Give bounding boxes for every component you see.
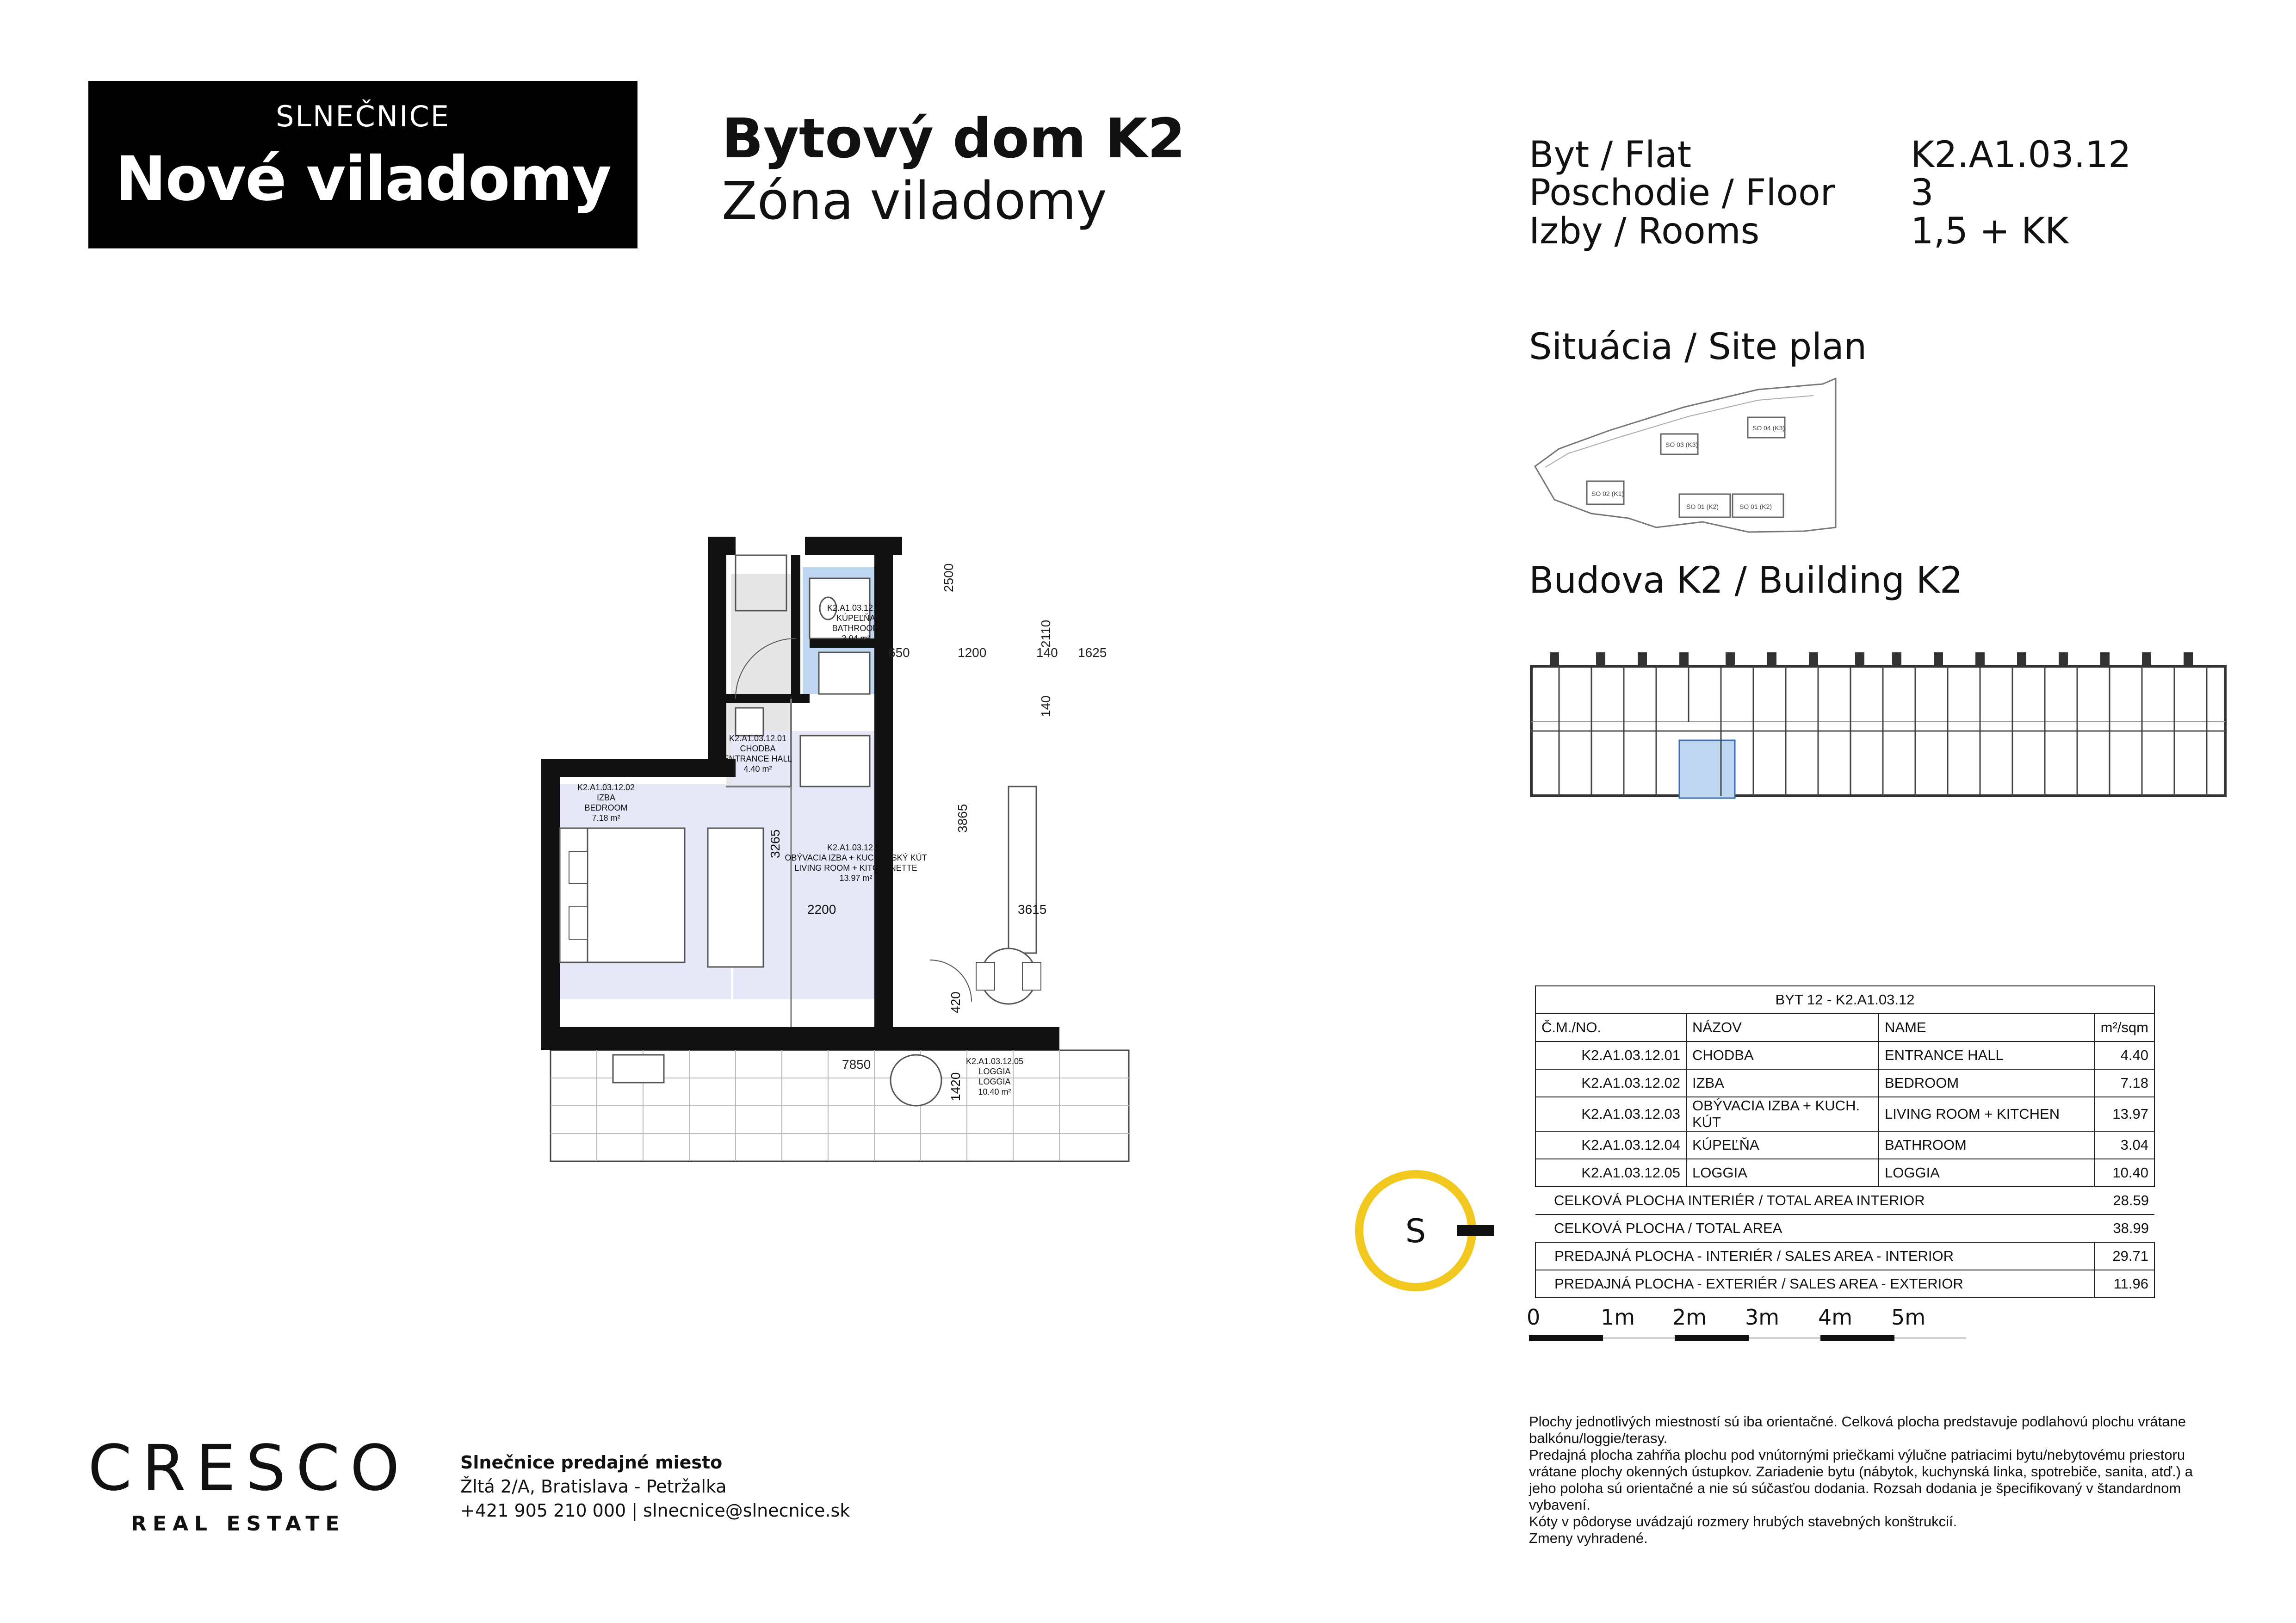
rooms-value: 1,5 + KK: [1911, 211, 2069, 252]
dim-3865: 3865: [955, 804, 970, 833]
dim-2500: 2500: [941, 563, 956, 592]
room-2-area: 7.18 m²: [592, 813, 620, 823]
room-4-name: KÚPEĽŇA: [836, 613, 876, 623]
compass: [1351, 1161, 1499, 1300]
cell-sqm: 7.18: [2094, 1069, 2154, 1097]
room-1-name-en: ENTRANCE HALL: [723, 754, 792, 763]
th-no: Č.M./NO.: [1535, 1014, 1686, 1041]
total-label: PREDAJNÁ PLOCHA - INTERIÉR / SALES AREA - INTERIOR: [1535, 1242, 2094, 1270]
room-2-name-en: BEDROOM: [584, 803, 628, 812]
dim-3265: 3265: [768, 829, 782, 858]
dim-3615: 3615: [1018, 902, 1047, 917]
scale-label-0: 0: [1527, 1305, 1541, 1330]
cell-nazov: LOGGIA: [1686, 1159, 1879, 1187]
th-sqm: m²/sqm: [2094, 1014, 2154, 1041]
cell-name: ENTRANCE HALL: [1879, 1041, 2094, 1069]
th-nazov: NÁZOV: [1686, 1014, 1879, 1041]
cell-no: K2.A1.03.12.04: [1535, 1131, 1686, 1159]
compass-north-marker: [1457, 1225, 1494, 1236]
cell-sqm: 13.97: [2094, 1097, 2154, 1131]
office-title: Slnečnice predajné miesto: [460, 1452, 723, 1473]
site-label-so01-b: SO 01 (K2): [1739, 503, 1772, 510]
brand-logo: [88, 81, 637, 248]
building-title: Bytový dom K2: [722, 106, 1186, 170]
room-2-code: K2.A1.03.12.02: [577, 783, 635, 792]
note-1: Plochy jednotlivých miestností sú iba orientačné. Celková plocha predstavuje podlahovú plochu vrátane balkónu/loggie/terasy.: [1529, 1413, 2186, 1446]
cell-name: BATHROOM: [1879, 1131, 2094, 1159]
cell-nazov: KÚPEĽŇA: [1686, 1131, 1879, 1159]
area-table-title: BYT 12 - K2.A1.03.12: [1535, 986, 2154, 1014]
room-3-code: K2.A1.03.12.03: [827, 843, 885, 852]
cell-no: K2.A1.03.12.02: [1535, 1069, 1686, 1097]
site-label-so03: SO 03 (K3): [1665, 441, 1698, 448]
total-value: 38.99: [2094, 1214, 2154, 1242]
area-table: [1535, 985, 2155, 1298]
table-row: [1535, 1097, 2154, 1131]
compass-letter: S: [1405, 1212, 1426, 1250]
site-plan-drawing: [1527, 375, 1850, 541]
room-2-name: IZBA: [596, 793, 616, 802]
cell-name: BEDROOM: [1879, 1069, 2094, 1097]
total-row: [1535, 1214, 2154, 1242]
total-label: CELKOVÁ PLOCHA / TOTAL AREA: [1535, 1214, 2094, 1242]
room-4-name-en: BATHROOM: [832, 624, 880, 633]
site-label-so02: SO 02 (K1): [1591, 490, 1624, 497]
building-zone: Zóna viladomy: [722, 171, 1107, 231]
room-4-area: 3.04 m²: [842, 634, 870, 643]
table-row: [1535, 1041, 2154, 1069]
floor-label: Poschodie / Floor: [1529, 172, 1835, 214]
brand-name-big: Nové viladomy: [115, 143, 611, 215]
site-label-so01-a: SO 01 (K2): [1686, 503, 1719, 510]
room-3-area: 13.97 m²: [839, 873, 873, 883]
room-4-code: K2.A1.03.12.04: [827, 603, 885, 613]
table-row: [1535, 1159, 2154, 1187]
dim-2110: 2110: [1039, 619, 1053, 648]
floor-value: 3: [1911, 172, 1934, 214]
room-1-area: 4.40 m²: [743, 764, 772, 774]
total-value: 11.96: [2094, 1270, 2154, 1298]
scale-label-4: 4m: [1818, 1305, 1853, 1330]
th-name: NAME: [1879, 1014, 2094, 1041]
room-1-name: CHODBA: [740, 744, 776, 753]
cell-nazov: OBÝVACIA IZBA + KUCH. KÚT: [1686, 1097, 1879, 1131]
cell-name: LOGGIA: [1879, 1159, 2094, 1187]
cell-sqm: 3.04: [2094, 1131, 2154, 1159]
disclaimer-notes: [1529, 1413, 2204, 1547]
total-value: 28.59: [2094, 1187, 2154, 1214]
dim-1200: 1200: [958, 645, 987, 660]
building-plan-title: Budova K2 / Building K2: [1529, 560, 1963, 601]
scale-label-3: 3m: [1745, 1305, 1780, 1330]
brand-name-small: SLNEČNICE: [276, 99, 450, 133]
office-address: Žltá 2/A, Bratislava - Petržalka: [460, 1476, 727, 1497]
total-row: [1535, 1187, 2154, 1214]
dim-1420: 1420: [948, 1072, 963, 1101]
company-logo: CRESCO: [88, 1432, 410, 1505]
room-1-code: K2.A1.03.12.01: [729, 734, 787, 743]
room-5-code: K2.A1.03.12.05: [965, 1057, 1024, 1066]
total-value: 29.71: [2094, 1242, 2154, 1270]
room-5-name-en: LOGGIA: [978, 1077, 1011, 1086]
table-row: [1535, 1131, 2154, 1159]
cell-no: K2.A1.03.12.03: [1535, 1097, 1686, 1131]
room-3-name-en: LIVING ROOM + KITCHENETTE: [794, 863, 917, 873]
dim-650: 650: [888, 645, 910, 660]
cell-nazov: CHODBA: [1686, 1041, 1879, 1069]
dim-7850: 7850: [842, 1057, 871, 1072]
room-5-name: LOGGIA: [978, 1067, 1011, 1076]
table-header-row: [1535, 1014, 2154, 1041]
cell-no: K2.A1.03.12.05: [1535, 1159, 1686, 1187]
total-row: [1535, 1242, 2154, 1270]
scale-label-1: 1m: [1601, 1305, 1635, 1330]
note-4: Zmeny vyhradené.: [1529, 1530, 1648, 1546]
dim-140-a: 140: [1036, 645, 1058, 660]
floor-plan: [532, 527, 1180, 1175]
dim-140-b: 140: [1039, 695, 1053, 717]
cell-sqm: 10.40: [2094, 1159, 2154, 1187]
rooms-label: Izby / Rooms: [1529, 211, 1760, 252]
site-plan-title: Situácia / Site plan: [1529, 326, 1867, 368]
cell-sqm: 4.40: [2094, 1041, 2154, 1069]
site-label-so04: SO 04 (K3): [1752, 424, 1785, 432]
room-3-name: OBÝVACIA IZBA + KUCHYNSKÝ KÚT: [785, 853, 927, 862]
cell-nazov: IZBA: [1686, 1069, 1879, 1097]
note-3: Kóty v pôdoryse uvádzajú rozmery hrubých stavebných konštrukcií.: [1529, 1513, 1957, 1530]
office-contact[interactable]: +421 905 210 000 | slnecnice@slnecnice.sk: [460, 1500, 850, 1521]
scale-label-2: 2m: [1672, 1305, 1707, 1330]
table-row: [1535, 1069, 2154, 1097]
total-label: CELKOVÁ PLOCHA INTERIÉR / TOTAL AREA INTERIOR: [1535, 1187, 2094, 1214]
cell-name: LIVING ROOM + KITCHEN: [1879, 1097, 2094, 1131]
company-logo-sub: REAL ESTATE: [131, 1512, 346, 1536]
total-row: [1535, 1270, 2154, 1298]
building-plan-drawing: [1522, 643, 2234, 810]
note-2: Predajná plocha zahŕňa plochu pod vnútornými priečkami výlučne patriacimi bytu/nebytovému priestoru vrátane plochy okenných ústupkov. Zariadenie bytu (nábytok, kuchynská linka, spotrebiče, sanita, atď.) a jeho poloha sú orientačné a nie sú súčasťou dodania. Rozsah dodania je špecifikovaný v štandardnom vybavení.: [1529, 1447, 2193, 1513]
flat-label: Byt / Flat: [1529, 134, 1692, 176]
room-5-area: 10.40 m²: [978, 1087, 1011, 1096]
dim-1625: 1625: [1078, 645, 1107, 660]
dim-2200: 2200: [807, 902, 836, 917]
flat-value: K2.A1.03.12: [1911, 134, 2131, 176]
total-label: PREDAJNÁ PLOCHA - EXTERIÉR / SALES AREA - EXTERIOR: [1535, 1270, 2094, 1298]
dim-420: 420: [948, 991, 963, 1013]
scale-bar: [1529, 1333, 1973, 1343]
sales-office: [460, 1450, 850, 1523]
cell-no: K2.A1.03.12.01: [1535, 1041, 1686, 1069]
scale-label-5: 5m: [1891, 1305, 1926, 1330]
